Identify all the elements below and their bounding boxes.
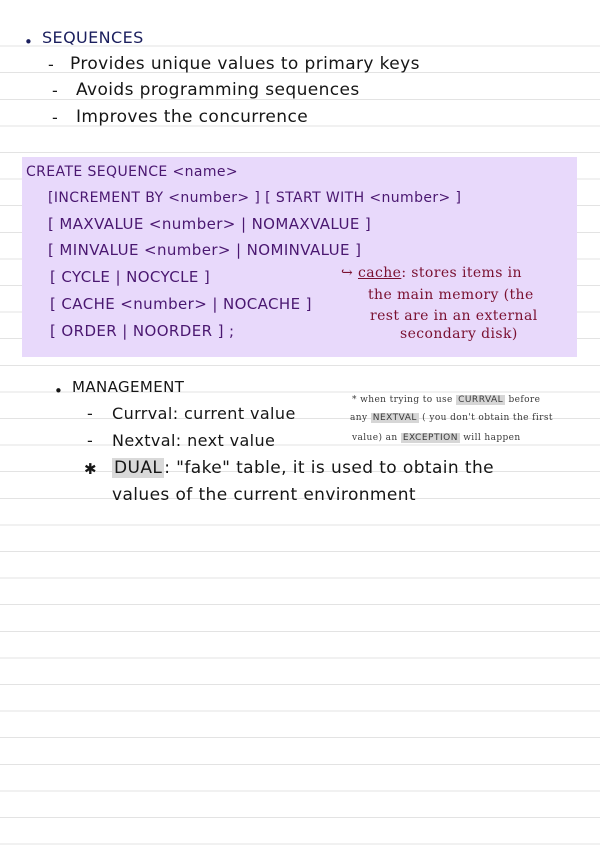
syntax-line: [ CACHE <number> | NOCACHE ] xyxy=(50,295,312,313)
currval-keyword: CURRVAL xyxy=(458,395,504,405)
side-note-text: value) an xyxy=(352,433,398,443)
management-heading: MANAGEMENT xyxy=(72,378,185,396)
side-note-text: ( you don't obtain the first xyxy=(422,413,553,423)
sequences-item: Improves the concurrence xyxy=(76,107,309,127)
sequences-heading: SEQUENCES xyxy=(42,28,144,47)
cache-note-line: the main memory (the xyxy=(368,287,534,303)
cache-note-text: : stores items in xyxy=(401,265,522,281)
bullet-marker: • xyxy=(24,33,34,51)
cache-note-line: secondary disk) xyxy=(400,326,518,342)
dual-item-continued: values of the current environment xyxy=(112,485,416,505)
cache-note-line: rest are in an external xyxy=(370,308,538,324)
cache-term: cache xyxy=(358,265,402,281)
side-note-line xyxy=(352,433,521,443)
dash-marker: - xyxy=(87,404,94,423)
side-note-line xyxy=(350,413,553,423)
currval-item: Currval: current value xyxy=(112,404,296,423)
syntax-line: [ MINVALUE <number> | NOMINVALUE ] xyxy=(48,241,362,259)
dash-marker: - xyxy=(48,55,55,74)
dash-marker: - xyxy=(87,431,94,450)
dual-term: DUAL xyxy=(114,458,163,478)
arrow-icon: ↪ xyxy=(341,265,354,281)
sequences-item: Avoids programming sequences xyxy=(76,80,360,100)
cache-note-line xyxy=(341,265,522,281)
star-icon: ✱ xyxy=(84,460,97,478)
dual-item xyxy=(112,458,494,478)
side-note-text: any xyxy=(350,413,368,423)
exception-keyword: EXCEPTION xyxy=(402,433,458,443)
sequences-item: Provides unique values to primary keys xyxy=(70,54,420,74)
nextval-keyword: NEXTVAL xyxy=(372,413,417,423)
dash-marker: - xyxy=(52,108,59,127)
side-note-text: before xyxy=(508,395,541,405)
syntax-line: [INCREMENT BY <number> ] [ START WITH <number> ] xyxy=(48,190,462,206)
dual-text: : "fake" table, it is used to obtain the xyxy=(164,458,494,478)
syntax-line: CREATE SEQUENCE <name> xyxy=(26,164,239,180)
nextval-item: Nextval: next value xyxy=(112,431,276,450)
side-note-text: will happen xyxy=(463,433,521,443)
syntax-line: [ CYCLE | NOCYCLE ] xyxy=(50,268,211,286)
syntax-line: [ MAXVALUE <number> | NOMAXVALUE ] xyxy=(48,215,372,233)
dash-marker: - xyxy=(52,81,59,100)
side-note-text: * when trying to use xyxy=(352,395,453,405)
syntax-line: [ ORDER | NOORDER ] ; xyxy=(50,322,235,340)
bullet-marker: • xyxy=(54,382,64,400)
side-note-line xyxy=(352,395,540,405)
